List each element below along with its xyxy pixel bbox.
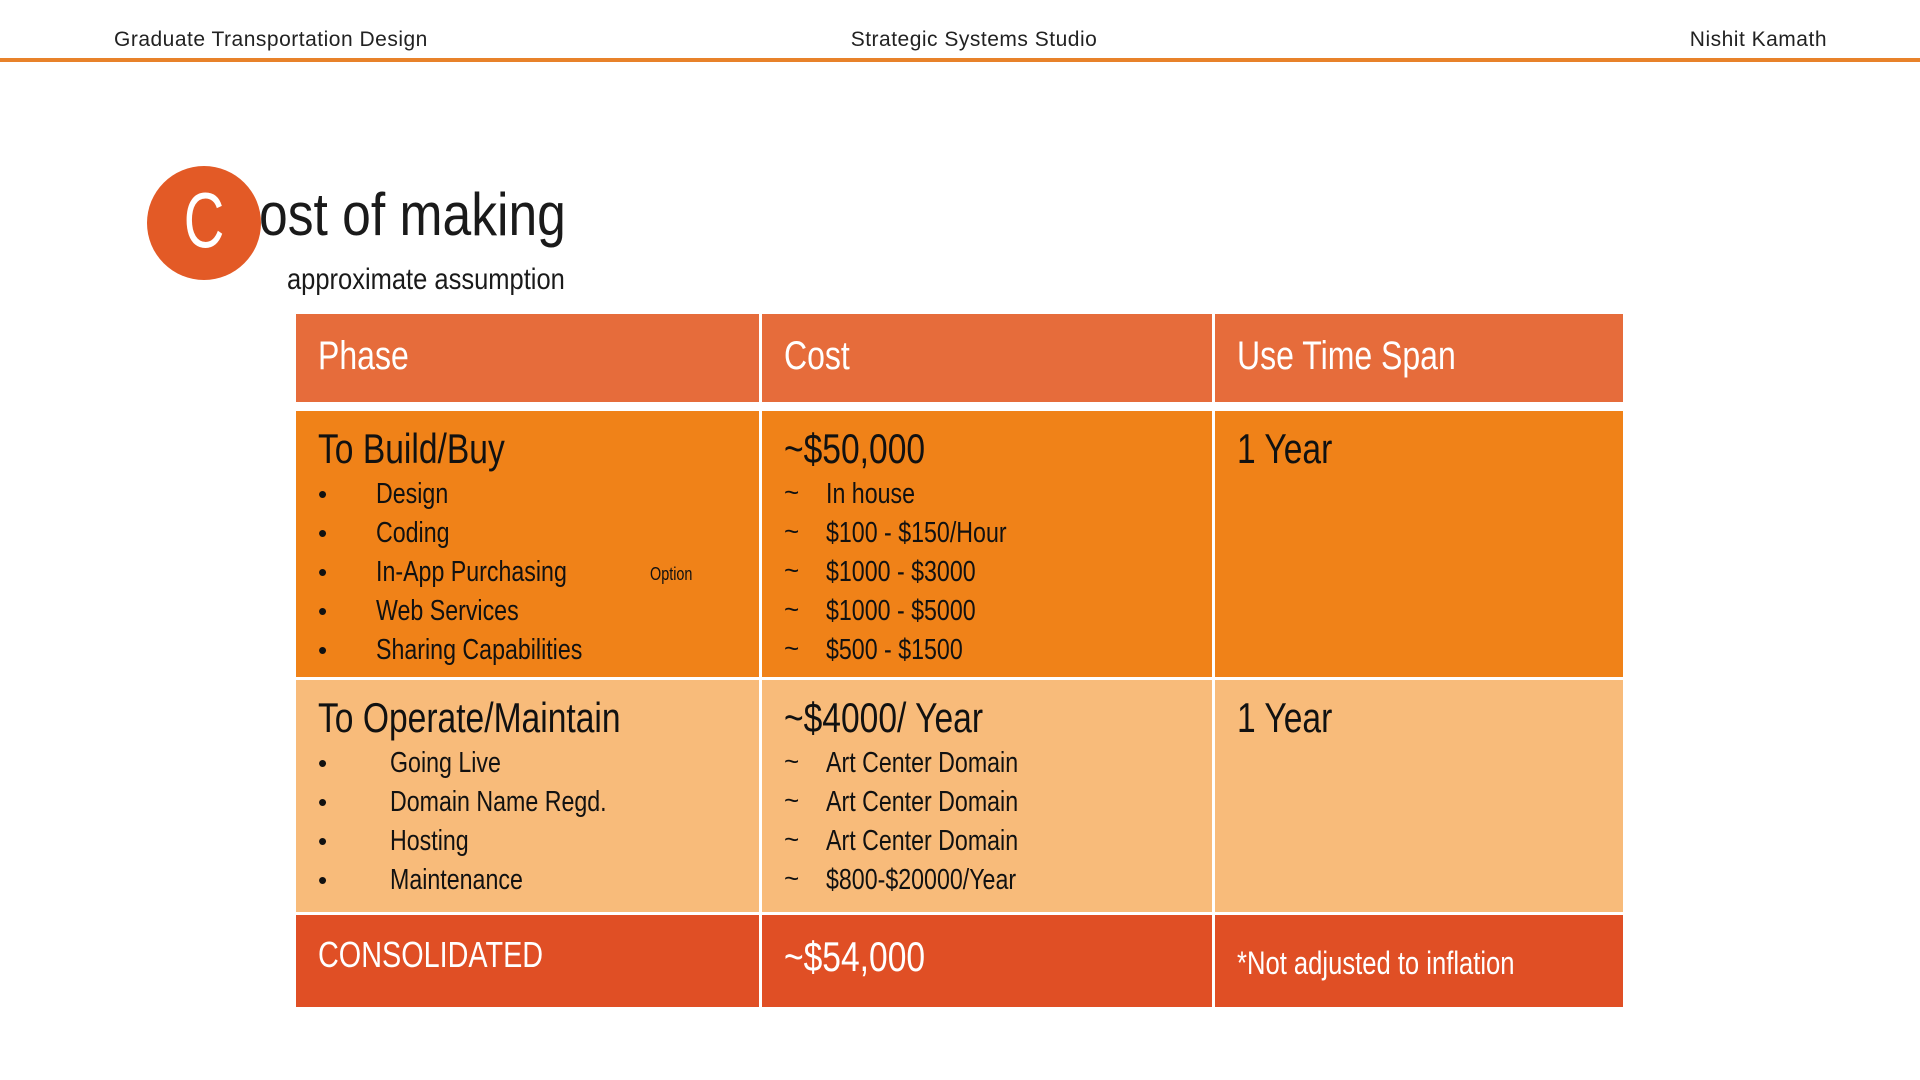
list-item: ~ $100 - $150/Hour: [784, 514, 1212, 553]
tilde-icon: ~: [784, 746, 800, 776]
list-item: • Domain Name Regd.: [318, 783, 759, 822]
title-initial: C: [183, 176, 225, 264]
tilde-icon: ~: [784, 516, 800, 546]
column-header-phase: Phase: [296, 314, 762, 402]
slide-title: [147, 166, 747, 306]
header-studio: Strategic Systems Studio: [850, 28, 1098, 51]
list-item: ~ $1000 - $3000: [784, 553, 1212, 592]
list-item: ~ $1000 - $5000: [784, 592, 1212, 631]
header-author: Nishit Kamath: [1689, 28, 1827, 51]
build-cost-cell: [762, 411, 1215, 677]
column-header-span: Use Time Span: [1237, 334, 1456, 378]
bullet-icon: •: [318, 787, 328, 817]
operate-phase-list: [318, 744, 759, 900]
bullet-icon: •: [318, 635, 328, 665]
operate-cost-cell: [762, 680, 1215, 912]
list-item: • Hosting: [318, 822, 759, 861]
tilde-icon: ~: [784, 785, 800, 815]
consolidated-cost-cell: [762, 915, 1215, 1007]
build-phase-title: To Build/Buy: [318, 425, 505, 472]
bullet-icon: •: [318, 557, 328, 587]
consolidated-label: CONSOLIDATED: [318, 934, 544, 975]
tilde-icon: ~: [784, 633, 800, 663]
tilde-icon: ~: [784, 863, 800, 893]
option-note: Option: [650, 564, 693, 584]
operate-phase-cell: [296, 680, 762, 912]
list-item: ~ Art Center Domain: [784, 744, 1212, 783]
list-item: • Maintenance: [318, 861, 759, 900]
list-item: • In-App Purchasing Option: [318, 553, 759, 592]
tilde-icon: ~: [784, 824, 800, 854]
operate-span: 1 Year: [1237, 694, 1333, 741]
table-row-build: [296, 411, 1623, 680]
operate-cost-total: ~$4000/ Year: [784, 694, 984, 741]
build-cost-list: [784, 475, 1212, 670]
cost-table: [296, 314, 1623, 1007]
build-span: 1 Year: [1237, 425, 1333, 472]
list-item: • Web Services: [318, 592, 759, 631]
slide-header: [0, 0, 1920, 62]
list-item: • Design: [318, 475, 759, 514]
consolidated-note-cell: [1215, 915, 1623, 1007]
list-item: • Going Live: [318, 744, 759, 783]
tilde-icon: ~: [784, 477, 800, 507]
table-row-consolidated: [296, 915, 1623, 1007]
list-item: ~ Art Center Domain: [784, 783, 1212, 822]
tilde-icon: ~: [784, 555, 800, 585]
bullet-icon: •: [318, 479, 328, 509]
build-cost-total: ~$50,000: [784, 425, 926, 472]
consolidated-note: *Not adjusted to inflation: [1237, 945, 1515, 981]
bullet-icon: •: [318, 596, 328, 626]
build-phase-cell: [296, 411, 762, 677]
list-item: • Sharing Capabilities: [318, 631, 759, 670]
build-span-cell: [1215, 411, 1623, 677]
column-header-cost: Cost: [762, 314, 1215, 402]
table-header-row: [296, 314, 1623, 402]
bullet-icon: •: [318, 518, 328, 548]
operate-phase-title: To Operate/Maintain: [318, 694, 621, 741]
title-circle-icon: [147, 166, 261, 280]
list-item: ~ $500 - $1500: [784, 631, 1212, 670]
list-item: ~ $800-$20000/Year: [784, 861, 1212, 900]
bullet-icon: •: [318, 748, 328, 778]
operate-span-cell: [1215, 680, 1623, 912]
title-subtitle: approximate assumption: [287, 263, 565, 296]
build-phase-list: [318, 475, 759, 670]
tilde-icon: ~: [784, 594, 800, 624]
list-item: • Coding: [318, 514, 759, 553]
bullet-icon: •: [318, 865, 328, 895]
consolidated-cost: ~$54,000: [784, 933, 926, 980]
header-course: Graduate Transportation Design: [114, 28, 428, 51]
table-row-operate: [296, 680, 1623, 915]
list-item: ~ In house: [784, 475, 1212, 514]
bullet-icon: •: [318, 826, 328, 856]
consolidated-label-cell: [296, 915, 762, 1007]
list-item: ~ Art Center Domain: [784, 822, 1212, 861]
operate-cost-list: [784, 744, 1212, 900]
title-text: ost of making: [259, 181, 566, 248]
